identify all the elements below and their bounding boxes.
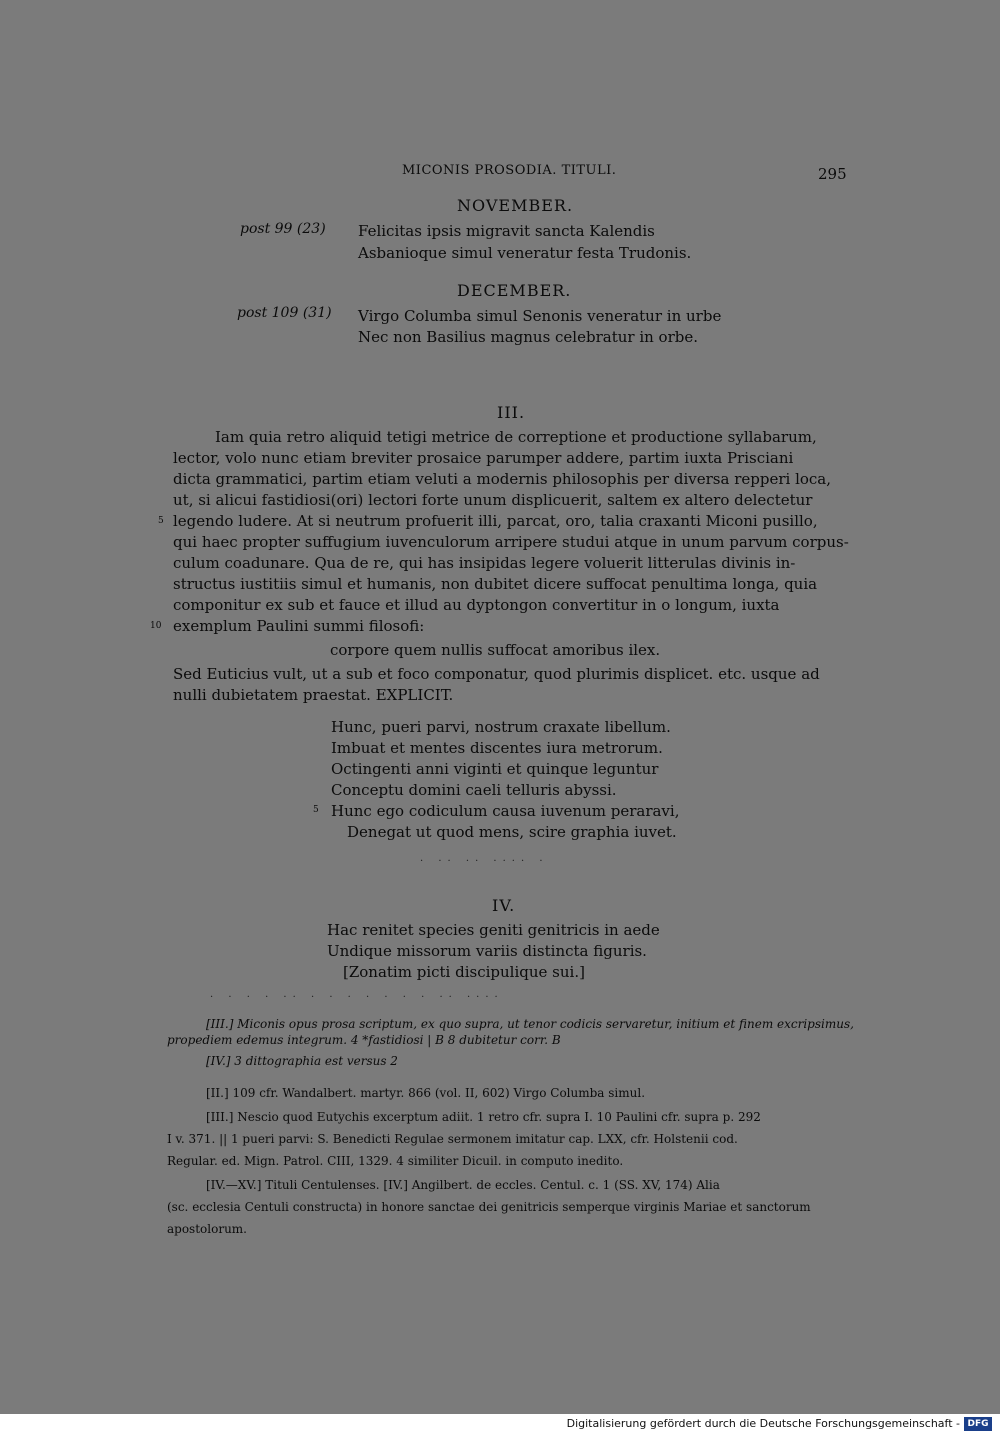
footer-bar <box>0 1414 1000 1434</box>
footnote-line: I v. 371. || 1 pueri parvi: S. Benedicti Regulae sermonem imitatur cap. LXX, cfr. Holstenii cod. <box>167 1132 738 1146</box>
poem-line: Octingenti anni viginti et quinque leguntur <box>331 760 659 778</box>
quote-line: corpore quem nullis suffocat amoribus ilex. <box>330 641 661 659</box>
footnote-line: [IV.—XV.] Tituli Centulenses. [IV.] Angilbert. de eccles. Centul. c. 1 (SS. XV, 174) Alia <box>206 1178 720 1192</box>
footnote-line: [IV.] 3 dittographia est versus 2 <box>206 1054 398 1068</box>
verse-line: Undique missorum variis distincta figuris. <box>327 942 647 960</box>
november-line: Felicitas ipsis migravit sancta Kalendis <box>358 222 655 240</box>
paragraph-line: exemplum Paulini summi filosofi: <box>173 617 425 635</box>
footnote-line: Regular. ed. Mign. Patrol. CIII, 1329. 4 similiter Dicuil. in computo inedito. <box>167 1154 624 1168</box>
poem-line: Conceptu domini caeli telluris abyssi. <box>331 781 617 799</box>
november-ref: post 99 (23) <box>240 221 326 237</box>
footnote-line: (sc. ecclesia Centuli constructa) in honore sanctae dei genitricis semperque virginis Mariae et sanctorum <box>167 1200 811 1214</box>
separator-marks: · · · · ·· · · · · · · · ·· ···· <box>210 992 504 1003</box>
footnote-line: apostolorum. <box>167 1222 247 1236</box>
footnote-line: [III.] Nescio quod Eutychis excerptum adiit. 1 retro cfr. supra I. 10 Paulini cfr. supra p. 292 <box>206 1110 761 1124</box>
november-heading: NOVEMBER. <box>457 196 574 215</box>
section-3-heading: III. <box>497 403 526 422</box>
line-number: 5 <box>158 516 164 526</box>
poem-line: Imbuat et mentes discentes iura metrorum. <box>331 739 663 757</box>
paragraph-line: dicta grammatici, partim etiam veluti a modernis philosophis per diversa repperi loca, <box>173 470 832 488</box>
november-line: Asbanioque simul veneratur festa Trudonis. <box>358 244 692 262</box>
page-number: 295 <box>818 165 847 183</box>
december-heading: DECEMBER. <box>457 281 572 300</box>
paragraph-line: componitur ex sub et fauce et illud au dyptongon convertitur in o longum, iuxta <box>173 596 780 614</box>
line-number: 5 <box>313 805 319 815</box>
paragraph-line: qui haec propter suffugium iuvenculorum arripere studui atque in unum parvum corpus- <box>173 533 849 551</box>
paragraph-line: structus iustitiis simul et humanis, non dubitet dicere suffocat penultima longa, quia <box>173 575 818 593</box>
paragraph-line: Iam quia retro aliquid tetigi metrice de correptione et productione syllabarum, <box>215 428 817 446</box>
paragraph-line: nulli dubietatem praestat. EXPLICIT. <box>173 686 454 704</box>
december-ref: post 109 (31) <box>237 305 332 321</box>
dfg-logo: DFG <box>964 1417 992 1431</box>
running-title: MICONIS PROSODIA. TITULI. <box>402 163 617 178</box>
verse-line: Hac renitet species geniti genitricis in aede <box>327 921 660 939</box>
section-4-heading: IV. <box>492 896 516 915</box>
footnote-line: [III.] Miconis opus prosa scriptum, ex quo supra, ut tenor codicis servaretur, initium et finem excripsimus, <box>206 1017 854 1031</box>
paragraph-line: culum coadunare. Qua de re, qui has insipidas legere voluerit litterulas divinis in- <box>173 554 796 572</box>
line-number: 10 <box>150 621 162 631</box>
footer-credit: Digitalisierung gefördert durch die Deutsche Forschungsgemeinschaft - <box>566 1417 960 1430</box>
poem-line: Hunc ego codiculum causa iuvenum peraravi, <box>331 802 680 820</box>
paragraph-line: lector, volo nunc etiam breviter prosaice parumper addere, partim iuxta Prisciani <box>173 449 794 467</box>
december-line: Nec non Basilius magnus celebratur in orbe. <box>358 328 698 346</box>
paragraph-line: Sed Euticius vult, ut a sub et foco componatur, quod plurimis displicet. etc. usque ad <box>173 665 820 683</box>
footnote-line: [II.] 109 cfr. Wandalbert. martyr. 866 (vol. II, 602) Virgo Columba simul. <box>206 1086 646 1100</box>
paragraph-line: ut, si alicui fastidiosi(ori) lectori forte unum displicuerit, saltem ex altero delectetur <box>173 491 813 509</box>
separator-marks: · ·· ·· ···· · <box>420 856 549 867</box>
verse-line: [Zonatim picti discipulique sui.] <box>343 963 585 981</box>
paragraph-line: legendo ludere. At si neutrum profuerit illi, parcat, oro, talia craxanti Miconi pusillo, <box>173 512 818 530</box>
december-line: Virgo Columba simul Senonis veneratur in urbe <box>358 307 722 325</box>
poem-line: Denegat ut quod mens, scire graphia iuvet. <box>347 823 677 841</box>
poem-line: Hunc, pueri parvi, nostrum craxate libellum. <box>331 718 671 736</box>
footnote-line: propediem edemus integrum. 4 *fastidiosi | B 8 dubitetur corr. B <box>167 1033 561 1047</box>
